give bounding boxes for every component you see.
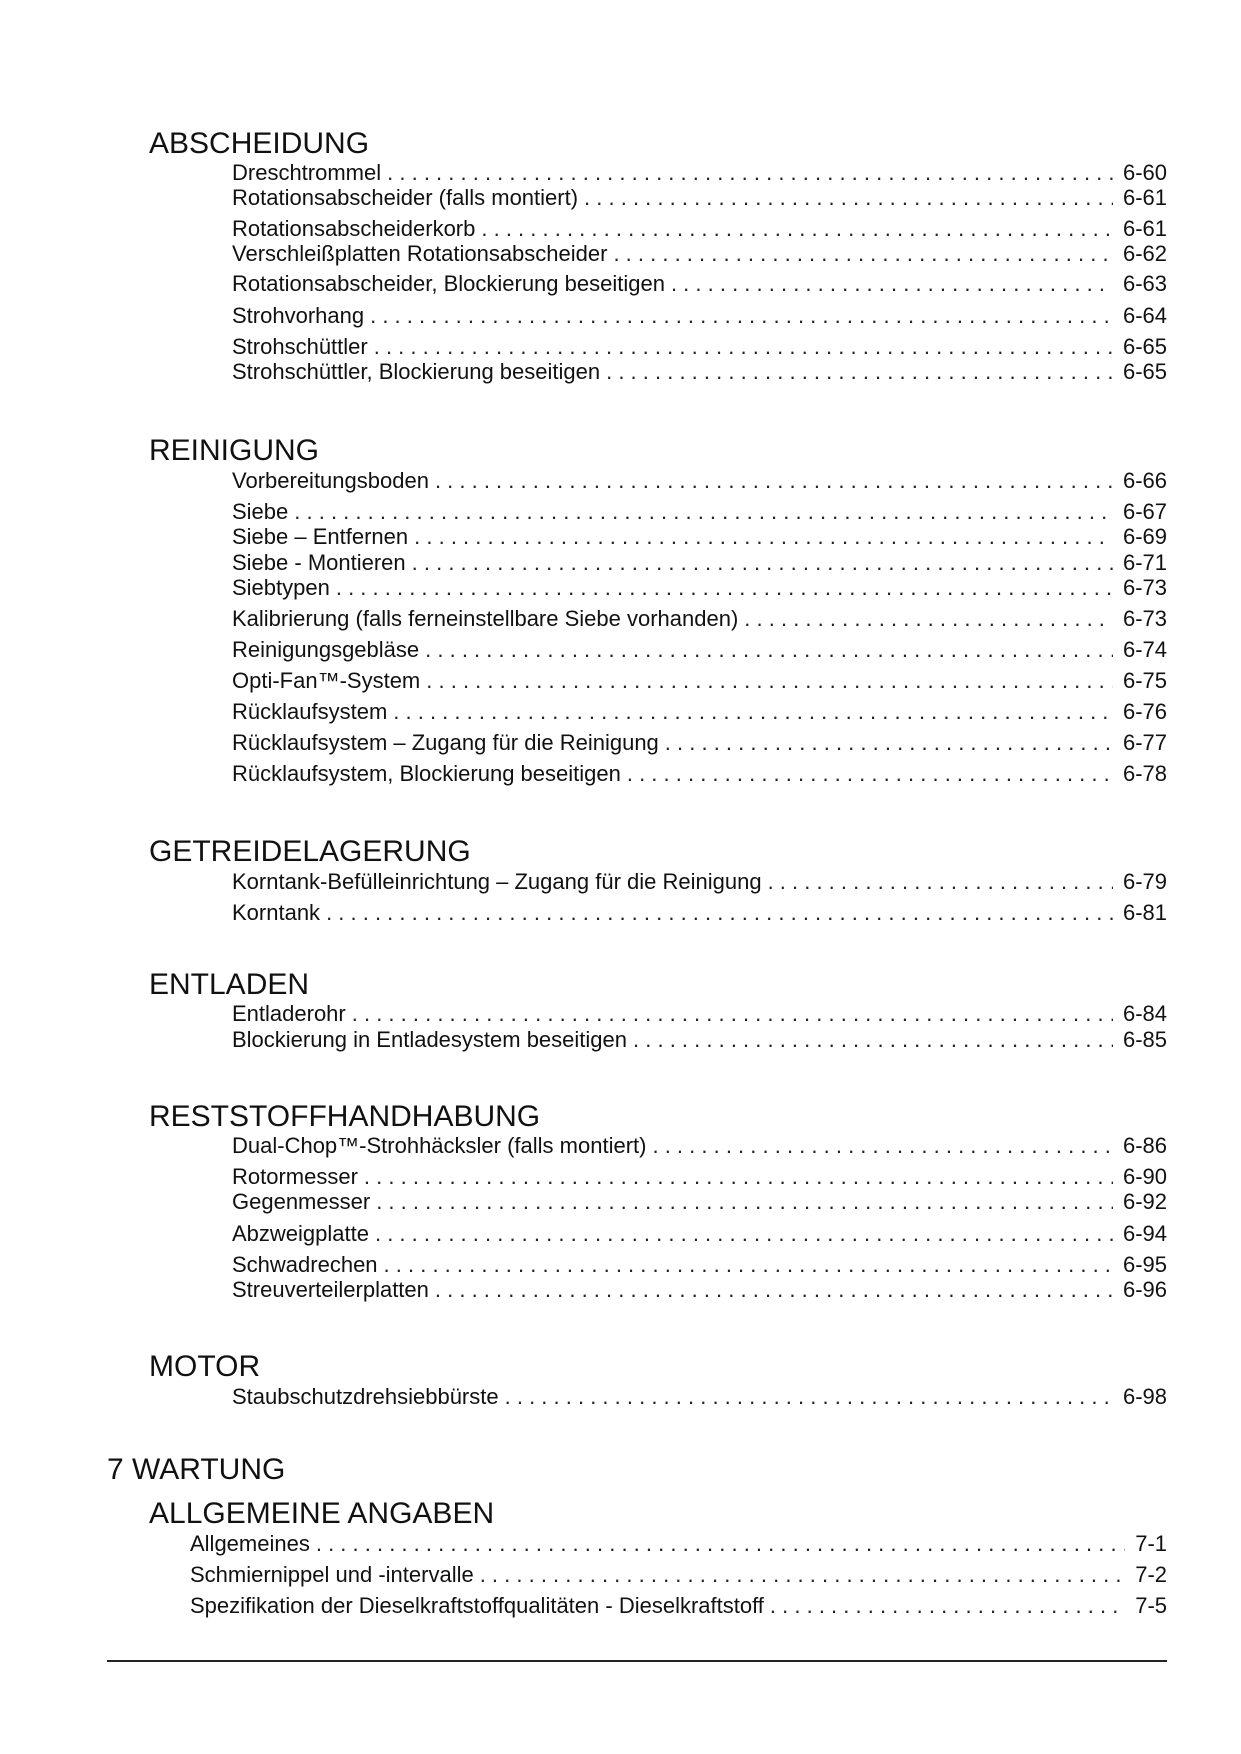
toc-entry-page: 6-79 xyxy=(1122,869,1167,894)
leader-dots xyxy=(606,358,1113,386)
toc-entry[interactable] xyxy=(232,523,1167,551)
toc-entry-page: 6-61 xyxy=(1122,216,1167,241)
toc-entry-page: 6-85 xyxy=(1122,1027,1167,1052)
leader-dots xyxy=(412,549,1113,577)
toc-entry-label: Strohschüttler, Blockierung beseitigen xyxy=(232,359,601,384)
leader-dots xyxy=(481,215,1113,243)
toc-entry-label: Allgemeines xyxy=(190,1531,310,1556)
toc-entry-page: 6-75 xyxy=(1122,668,1167,693)
toc-entry-page: 6-92 xyxy=(1122,1189,1167,1214)
section-title-motor: MOTOR xyxy=(149,1350,261,1383)
toc-entry-label: Abzweigplatte xyxy=(232,1221,369,1246)
chapter-title: 7 WARTUNG xyxy=(107,1453,286,1486)
leader-dots xyxy=(387,159,1113,187)
toc-entry-label: Opti-Fan™-System xyxy=(232,668,421,693)
toc-entry-page: 6-73 xyxy=(1122,575,1167,600)
leader-dots xyxy=(435,467,1113,495)
toc-entry[interactable] xyxy=(232,184,1167,212)
toc-entry[interactable] xyxy=(232,270,1167,298)
toc-entry-page: 6-74 xyxy=(1122,637,1167,662)
leader-dots xyxy=(336,574,1113,602)
toc-entry-label: Rücklaufsystem xyxy=(232,699,388,724)
toc-entry[interactable] xyxy=(232,605,1167,633)
toc-entry[interactable] xyxy=(232,467,1167,495)
toc-entry-page: 6-96 xyxy=(1122,1277,1167,1302)
toc-entry-label: Verschleißplatten Rotationsabscheider xyxy=(232,241,608,266)
toc-entry[interactable] xyxy=(232,868,1167,896)
leader-dots xyxy=(364,1163,1113,1191)
toc-entry-page: 6-63 xyxy=(1122,271,1167,296)
toc-entry[interactable] xyxy=(232,899,1167,927)
toc-entry-label: Gegenmesser xyxy=(232,1189,371,1214)
toc-entry-page: 6-95 xyxy=(1122,1252,1167,1277)
toc-entry-label: Spezifikation der Dieselkraftstoffqualitäten - Dieselkraftstoff xyxy=(190,1593,764,1618)
leader-dots xyxy=(435,1276,1113,1304)
toc-entry[interactable] xyxy=(232,1220,1167,1248)
toc-entry[interactable] xyxy=(232,1026,1167,1054)
toc-entry-page: 6-60 xyxy=(1122,160,1167,185)
toc-entry-page: 7-1 xyxy=(1135,1531,1167,1556)
toc-entry-page: 6-64 xyxy=(1122,303,1167,328)
leader-dots xyxy=(370,302,1113,330)
toc-entry[interactable] xyxy=(232,1000,1167,1028)
toc-entry-page: 6-84 xyxy=(1122,1001,1167,1026)
toc-entry-label: Dual-Chop™-Strohhäcksler (falls montiert) xyxy=(232,1133,647,1158)
toc-entry-label: Korntank-Befülleinrichtung – Zugang für die Reinigung xyxy=(232,869,762,894)
toc-entry-label: Schwadrechen xyxy=(232,1252,378,1277)
toc-entry-label: Staubschutzdrehsiebbürste xyxy=(232,1384,499,1409)
leader-dots xyxy=(294,498,1113,526)
toc-entry[interactable] xyxy=(232,729,1167,757)
toc-entry[interactable] xyxy=(232,240,1167,268)
toc-entry[interactable] xyxy=(232,1163,1167,1191)
toc-entry-page: 6-65 xyxy=(1122,359,1167,384)
footer-divider xyxy=(107,1660,1167,1662)
toc-entry-page: 6-67 xyxy=(1122,499,1167,524)
toc-entry[interactable] xyxy=(232,636,1167,664)
toc-entry[interactable] xyxy=(232,333,1167,361)
section-title-abscheidung: ABSCHEIDUNG xyxy=(149,127,370,160)
leader-dots xyxy=(376,1188,1113,1216)
toc-entry[interactable] xyxy=(232,1251,1167,1279)
toc-entry-label: Reinigungsgebläse xyxy=(232,637,420,662)
toc-entry[interactable] xyxy=(232,159,1167,187)
leader-dots xyxy=(316,1530,1125,1558)
leader-dots xyxy=(613,240,1113,268)
toc-entry-label: Blockierung in Entladesystem beseitigen xyxy=(232,1027,628,1052)
toc-entry-page: 6-71 xyxy=(1122,550,1167,575)
toc-entry-label: Dreschtrommel xyxy=(232,160,382,185)
toc-entry[interactable] xyxy=(232,1276,1167,1304)
toc-entry-page: 7-5 xyxy=(1135,1593,1167,1618)
toc-entry[interactable] xyxy=(232,358,1167,386)
toc-entry-page: 6-90 xyxy=(1122,1164,1167,1189)
leader-dots xyxy=(584,184,1113,212)
leader-dots xyxy=(393,698,1113,726)
toc-entry-label: Vorbereitungsboden xyxy=(232,468,429,493)
toc-entry-label: Rotationsabscheiderkorb xyxy=(232,216,476,241)
toc-entry-label: Strohschüttler xyxy=(232,334,368,359)
toc-entry[interactable] xyxy=(232,1383,1167,1411)
toc-entry-label: Rotormesser xyxy=(232,1164,358,1189)
toc-entry[interactable] xyxy=(232,1132,1167,1160)
leader-dots xyxy=(352,1000,1113,1028)
toc-entry-page: 6-61 xyxy=(1122,185,1167,210)
toc-entry-page: 6-69 xyxy=(1122,524,1167,549)
toc-entry-label: Rotationsabscheider, Blockierung beseitigen xyxy=(232,271,665,296)
section-title-reststoffhandhabung: RESTSTOFFHANDHABUNG xyxy=(149,1100,541,1133)
toc-entry[interactable] xyxy=(232,215,1167,243)
toc-entry-page: 6-94 xyxy=(1122,1221,1167,1246)
toc-entry-page: 6-81 xyxy=(1122,900,1167,925)
toc-entry-page: 6-78 xyxy=(1122,761,1167,786)
toc-entry[interactable] xyxy=(190,1561,1167,1589)
toc-entry-page: 6-62 xyxy=(1122,241,1167,266)
section-title-reinigung: REINIGUNG xyxy=(149,434,320,467)
toc-entry-page: 6-77 xyxy=(1122,730,1167,755)
leader-dots xyxy=(426,667,1113,695)
leader-dots xyxy=(665,729,1113,757)
toc-entry-label: Rotationsabscheider (falls montiert) xyxy=(232,185,579,210)
leader-dots xyxy=(505,1383,1113,1411)
toc-entry-label: Siebe xyxy=(232,499,289,524)
toc-entry-label: Siebe - Montieren xyxy=(232,550,406,575)
leader-dots xyxy=(633,1026,1113,1054)
leader-dots xyxy=(384,1251,1113,1279)
leader-dots xyxy=(627,760,1113,788)
toc-entry[interactable] xyxy=(190,1530,1167,1558)
toc-entry-page: 6-65 xyxy=(1122,334,1167,359)
leader-dots xyxy=(671,270,1113,298)
toc-entry-label: Kalibrierung (falls ferneinstellbare Siebe vorhanden) xyxy=(232,606,739,631)
toc-entry[interactable] xyxy=(232,549,1167,577)
toc-entry[interactable] xyxy=(190,1592,1167,1620)
toc-entry-label: Rücklaufsystem, Blockierung beseitigen xyxy=(232,761,621,786)
toc-entry[interactable] xyxy=(232,760,1167,788)
leader-dots xyxy=(414,523,1113,551)
section-title-allgemeine-angaben: ALLGEMEINE ANGABEN xyxy=(149,1497,495,1530)
toc-entry-label: Korntank xyxy=(232,900,321,925)
leader-dots xyxy=(326,899,1113,927)
toc-entry[interactable] xyxy=(232,574,1167,602)
toc-entry-page: 7-2 xyxy=(1135,1562,1167,1587)
leader-dots xyxy=(770,1592,1125,1620)
section-title-getreidelagerung: GETREIDELAGERUNG xyxy=(149,835,471,868)
toc-entry[interactable] xyxy=(232,698,1167,726)
leader-dots xyxy=(768,868,1113,896)
leader-dots xyxy=(744,605,1113,633)
toc-entry-page: 6-86 xyxy=(1122,1133,1167,1158)
toc-entry[interactable] xyxy=(232,498,1167,526)
toc-entry-label: Siebe – Entfernen xyxy=(232,524,409,549)
toc-entry[interactable] xyxy=(232,1188,1167,1216)
toc-entry[interactable] xyxy=(232,302,1167,330)
toc-entry-label: Streuverteilerplatten xyxy=(232,1277,429,1302)
leader-dots xyxy=(652,1132,1112,1160)
toc-entry-label: Schmiernippel und -intervalle xyxy=(190,1562,474,1587)
toc-entry[interactable] xyxy=(232,667,1167,695)
section-title-entladen: ENTLADEN xyxy=(149,968,310,1001)
toc-entry-label: Siebtypen xyxy=(232,575,330,600)
toc-entry-label: Rücklaufsystem – Zugang für die Reinigung xyxy=(232,730,659,755)
toc-entry-page: 6-98 xyxy=(1122,1384,1167,1409)
toc-entry-label: Strohvorhang xyxy=(232,303,365,328)
toc-entry-label: Entladerohr xyxy=(232,1001,346,1026)
toc-entry-page: 6-76 xyxy=(1122,699,1167,724)
leader-dots xyxy=(374,333,1113,361)
toc-entry-page: 6-66 xyxy=(1122,468,1167,493)
toc-entry-page: 6-73 xyxy=(1122,606,1167,631)
leader-dots xyxy=(480,1561,1126,1589)
leader-dots xyxy=(375,1220,1113,1248)
leader-dots xyxy=(425,636,1113,664)
